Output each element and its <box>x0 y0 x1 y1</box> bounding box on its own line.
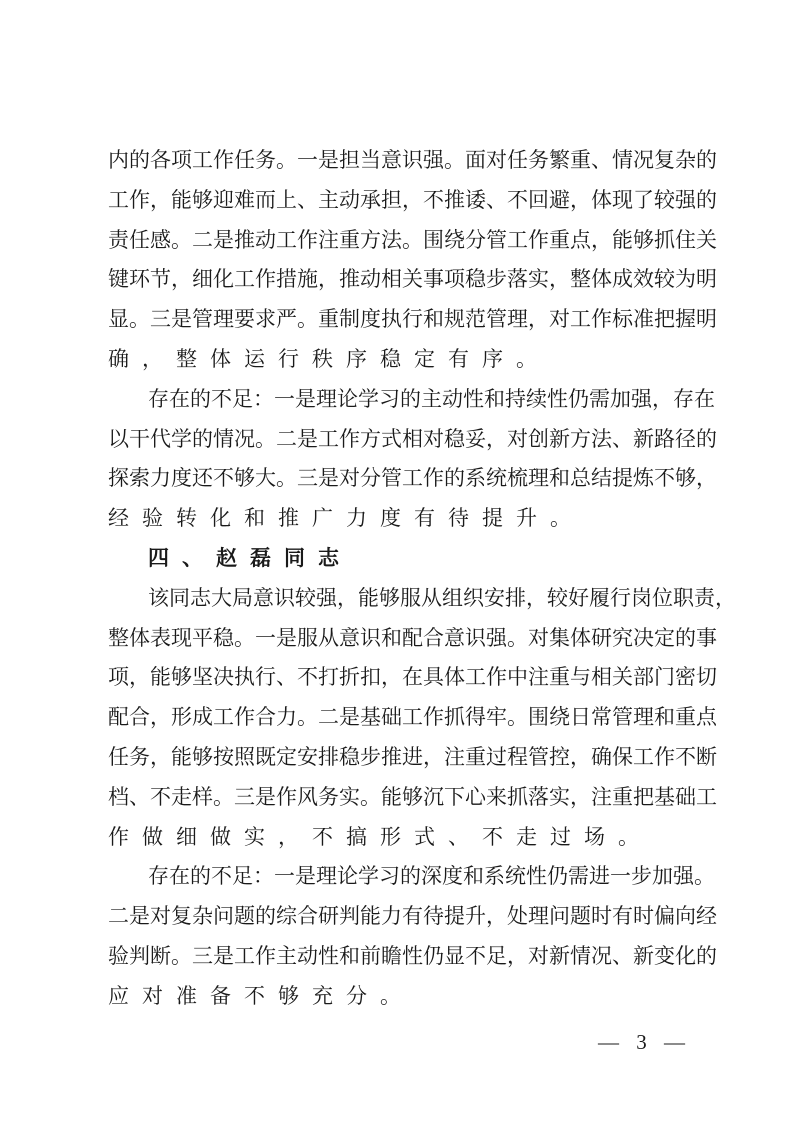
text-line: 应对准备不够充分。 <box>108 983 414 1008</box>
text-line: 项，能够坚决执行、不打折扣，在具体工作中注重与相关部门密切 <box>108 665 717 690</box>
page-number: — 3 — <box>598 1030 691 1054</box>
text-line: 任务，能够按照既定安排稳步推进，注重过程管控，确保工作不断 <box>108 744 717 769</box>
text-line: 确，整体运行秩序稳定有序。 <box>108 346 550 371</box>
paragraph <box>108 380 717 539</box>
text-line: 该同志大局意识较强，能够服从组织安排，较好履行岗位职责， <box>148 585 736 610</box>
text-line: 整体表现平稳。一是服从意识和配合意识强。对集体研究决定的事 <box>108 625 717 650</box>
text-line: 作做细做实，不搞形式、不走过场。 <box>108 824 652 849</box>
text-line: 显。三是管理要求严。重制度执行和规范管理，对工作标准把握明 <box>108 307 717 332</box>
text-line: 验判断。三是工作主动性和前瞻性仍显不足，对新情况、新变化的 <box>108 943 717 968</box>
text-line: 工作，能够迎难而上、主动承担，不推诿、不回避，体现了较强的 <box>108 187 717 212</box>
text-line: 档、不走样。三是作风务实。能够沉下心来抓落实，注重把基础工 <box>108 784 717 809</box>
text-line: 经验转化和推广力度有待提升。 <box>108 506 584 531</box>
text-line: 四、赵磊同志 <box>148 545 352 570</box>
section-heading <box>108 539 688 579</box>
text-line: 探索力度还不够大。三是对分管工作的系统梳理和总结提炼不够， <box>108 466 717 491</box>
paragraph <box>108 141 717 380</box>
text-line: 责任感。二是推动工作注重方法。围绕分管工作重点，能够抓住关 <box>108 227 717 252</box>
paragraph <box>108 857 717 1016</box>
paragraph <box>108 579 736 858</box>
text-line: 二是对复杂问题的综合研判能力有待提升，处理问题时有时偏向经 <box>108 904 717 929</box>
text-line: 内的各项工作任务。一是担当意识强。面对任务繁重、情况复杂的 <box>108 148 717 172</box>
document-body <box>108 141 736 1017</box>
text-line: 配合，形成工作合力。二是基础工作抓得牢。围绕日常管理和重点 <box>108 705 717 730</box>
text-line: 存在的不足：一是理论学习的主动性和持续性仍需加强，存在 <box>148 386 715 411</box>
text-line: 以干代学的情况。二是工作方式相对稳妥，对创新方法、新路径的 <box>108 426 717 451</box>
text-line: 存在的不足：一是理论学习的深度和系统性仍需进一步加强。 <box>148 864 715 889</box>
text-line: 键环节，细化工作措施，推动相关事项稳步落实，整体成效较为明 <box>108 267 717 292</box>
